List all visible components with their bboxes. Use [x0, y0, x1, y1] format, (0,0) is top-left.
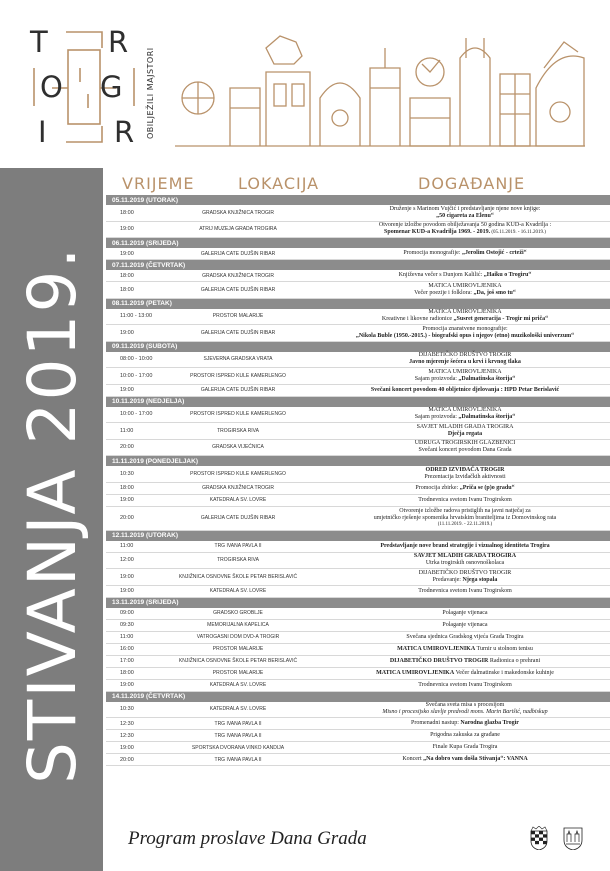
- event-text: DIJABETIČKO DRUŠTVO TROGIR: [389, 657, 489, 664]
- event-row: [106, 644, 610, 656]
- event-description: [320, 484, 610, 493]
- event-description: [320, 719, 610, 728]
- logo-letter-r: R: [108, 25, 129, 59]
- event-time: 10:30: [120, 706, 134, 713]
- event-time: 19:00: [120, 682, 134, 688]
- date-bar: 12.11.2019 (UTORAK): [106, 531, 610, 541]
- event-location: MEMORIJALNA KAPELICA: [207, 622, 269, 628]
- event-location: PROSTOR ISPRED KULE KAMERLENGO: [190, 470, 286, 477]
- event-description: [320, 271, 610, 280]
- event-row: [106, 483, 610, 495]
- event-description: [320, 282, 610, 298]
- event-text: Radionica o prehrani: [488, 657, 541, 664]
- event-time: 18:00: [120, 286, 134, 293]
- date-bar: 14.11.2019 (ČETVRTAK): [106, 692, 610, 702]
- event-time: 19:00: [120, 226, 134, 233]
- event-description: [320, 681, 610, 690]
- event-text: Finale Kupa Grada Trogira: [432, 744, 498, 751]
- event-location: ATRIJ MUZEJA GRADA TROGIRA: [199, 226, 277, 233]
- event-row: [106, 282, 610, 299]
- event-row: [106, 440, 610, 457]
- event-time: 17:00: [120, 658, 134, 664]
- event-time: 12:30: [120, 732, 134, 739]
- event-description: [320, 406, 610, 422]
- event-location: GALERIJA CATE DUJŠIN RIBAR: [200, 515, 276, 521]
- event-text: Dječja regata: [447, 430, 483, 437]
- event-text: Promocija znanstvene monografije:: [422, 325, 508, 332]
- event-text: „Susret generacija - Trogir mi priča“: [453, 316, 549, 323]
- event-location: KATEDRALA SV. LOVRE: [209, 588, 267, 594]
- event-text: Polaganje vijenaca: [442, 621, 488, 628]
- event-row: [106, 680, 610, 692]
- event-time: 20:00: [120, 756, 134, 763]
- event-description: [320, 633, 610, 642]
- event-text: Predavanje:: [432, 576, 463, 583]
- event-location: PROSTOR MALARIJE: [212, 646, 264, 652]
- logo-letter-t: T: [30, 25, 48, 59]
- event-time: 19:00: [120, 588, 134, 594]
- event-text: Svečani koncert povodom Dana Grada: [418, 447, 512, 454]
- event-row: [106, 352, 610, 369]
- event-location: TRG IVANA PAVLA II: [214, 543, 262, 549]
- event-description: [320, 351, 610, 367]
- event-row: [106, 205, 610, 222]
- header-location: LOKACIJA: [238, 174, 320, 193]
- event-description: [320, 439, 610, 455]
- event-text: Sajam proizvoda:: [414, 414, 459, 421]
- event-row: [106, 632, 610, 644]
- event-text: Promocija zbirke:: [415, 484, 460, 491]
- event-text: „Priča se (p)o gradu“: [459, 484, 515, 491]
- logo-letter-r2: R: [114, 115, 135, 149]
- event-text: Večer poezije i folklora:: [414, 289, 474, 296]
- event-location: KATEDRALA SV. LOVRE: [209, 706, 267, 713]
- event-text: SAVJET MLADIH GRADA TROGIRA: [416, 423, 514, 430]
- event-text: MATICA UMIROVLJENIKA: [428, 309, 502, 316]
- event-location: PROSTOR ISPRED KULE KAMERLENGO: [190, 372, 286, 379]
- event-description: [320, 507, 610, 530]
- event-time: 18:00: [120, 272, 134, 279]
- event-row: [106, 309, 610, 326]
- event-description: [320, 221, 610, 237]
- event-row: [106, 248, 610, 260]
- event-time: 19:00: [120, 497, 134, 503]
- event-text: MATICA UMIROVLJENIKA: [397, 645, 476, 652]
- event-time: 12:00: [120, 557, 134, 564]
- event-time: 10:30: [120, 470, 134, 477]
- vertical-title: STIVANJA 2019.: [14, 245, 91, 785]
- event-description: [320, 587, 610, 596]
- event-row: [106, 569, 610, 586]
- event-text: „Haiku o Trogiru“: [483, 272, 532, 279]
- event-location: GALERIJA CATE DUJŠIN RIBAR: [200, 329, 276, 336]
- event-description: [320, 249, 610, 258]
- event-text: Kreativne i likovne radionice: [381, 316, 454, 323]
- date-bar: 07.11.2019 (ČETVRTAK): [106, 260, 610, 270]
- schedule-table: [106, 195, 610, 766]
- event-text: „Dalmatinska štorija“: [458, 375, 516, 382]
- event-text: Svečani koncert povodom 40 obljetnice djelovanja : HPD Petar Berislavić: [370, 386, 560, 393]
- date-bar: 06.11.2019 (SRIJEDA): [106, 238, 610, 248]
- event-location: TRG IVANA PAVLA II: [214, 756, 262, 763]
- event-text: Utrka trogirskih osnovnoškolaca: [425, 560, 505, 567]
- event-location: PROSTOR ISPRED KULE KAMERLENGO: [190, 411, 286, 418]
- event-text: Trodnevnica svetom Ivanu Trogirskom: [418, 587, 512, 594]
- event-location: KNJIŽNICA OSNOVNE ŠKOLE PETAR BERISLAVIĆ: [178, 658, 298, 664]
- event-location: GALERIJA CATE DUJŠIN RIBAR: [200, 286, 276, 293]
- event-text: „Jerolim Ostojić - crteži“: [461, 250, 527, 257]
- trogir-line-art-illustration: [170, 28, 590, 150]
- event-description: [320, 308, 610, 324]
- event-location: SPORTSKA DVORANA VINKO KANDIJA: [191, 744, 285, 751]
- event-text: UDRUGA TROGIRSKIH GLAZBENICI: [414, 440, 516, 447]
- event-location: KNJIŽNICA OSNOVNE ŠKOLE PETAR BERISLAVIĆ: [178, 573, 298, 580]
- event-text: Svečana sjednica Gradskog vijeća Grada Trogira: [406, 633, 524, 640]
- event-location: GALERIJA CATE DUJŠIN RIBAR: [200, 387, 276, 393]
- event-location: KATEDRALA SV. LOVRE: [209, 682, 267, 688]
- event-description: [320, 368, 610, 384]
- event-time: 11:00: [120, 427, 134, 434]
- event-row: [106, 466, 610, 483]
- event-location: TRG IVANA PAVLA II: [214, 720, 262, 727]
- date-bar: 09.11.2019 (SUBOTA): [106, 342, 610, 352]
- event-time: 12:30: [120, 720, 134, 727]
- event-location: GRADSKA KNJIŽNICA TROGIR: [202, 485, 274, 491]
- event-time: 09:00: [120, 610, 134, 616]
- date-bar: 13.11.2019 (SRIJEDA): [106, 598, 610, 608]
- event-description: [320, 496, 610, 505]
- logo-letter-o: O: [40, 70, 63, 104]
- header-time: VRIJEME: [122, 174, 195, 193]
- event-text: Javno mjerenje šećera u krvi i krvnog tlaka: [409, 359, 521, 366]
- event-text: SAVJET MLADIH GRADA TROGIRA: [413, 553, 517, 560]
- event-text: MATICA UMIROVLJENIKA: [428, 282, 502, 289]
- date-bar: 10.11.2019 (NEDJELJA): [106, 397, 610, 407]
- event-text: MATICA UMIROVLJENIKA: [428, 368, 502, 375]
- logo-letter-i: I: [38, 115, 47, 149]
- date-bar: 11.11.2019 (PONEDJELJAK): [106, 456, 610, 466]
- event-row: [106, 325, 610, 342]
- event-text: Otvorenje izložbe radova pristiglih na javni natječaj za: [399, 507, 531, 514]
- event-text: Predstavljanje nove brand strategije i vizualnog identiteta Trogira: [380, 542, 550, 549]
- event-location: GRADSKA VIJEĆNICA: [212, 444, 264, 451]
- event-text: Promocija monografije:: [403, 250, 462, 257]
- croatia-coat-of-arms-icon: [530, 826, 548, 850]
- event-text: Misno i procesijsko slavlje predvodi mons. Marin Barišić, nadbiskup: [382, 709, 548, 716]
- event-row: [106, 407, 610, 424]
- event-text: Polaganje vijenaca: [442, 609, 488, 616]
- event-description: [320, 743, 610, 752]
- event-time: 16:00: [120, 646, 134, 652]
- event-row: [106, 656, 610, 668]
- event-text: Njega stopala: [462, 576, 498, 583]
- event-row: [106, 541, 610, 553]
- event-time: 19:00: [120, 744, 134, 751]
- event-text: (05.11.2019. - 16.11.2019.): [490, 230, 546, 236]
- event-text: Promenadni nastup:: [411, 720, 461, 727]
- event-row: [106, 586, 610, 598]
- event-text: Trodnevnica svetom Ivanu Trogirskom: [418, 496, 512, 503]
- date-bar: 08.11.2019 (PETAK): [106, 299, 610, 309]
- logo-letter-g: G: [100, 70, 123, 104]
- event-time: 11:00: [120, 634, 134, 640]
- event-time: 18:00: [120, 209, 134, 216]
- event-description: [320, 423, 610, 439]
- event-time: 18:00: [120, 485, 134, 491]
- event-row: [106, 507, 610, 531]
- event-text: (11.11.2019. - 22.11.2019.): [437, 522, 493, 528]
- event-location: GRADSKO GROBLJE: [213, 610, 263, 616]
- header-event: DOGAĐANJE: [418, 174, 526, 193]
- event-row: [106, 620, 610, 632]
- event-time: 19:00: [120, 329, 134, 336]
- event-text: Spomenar KUD-a Kvadrilja 1969. - 2019.: [384, 229, 491, 236]
- trogir-coat-of-arms-icon: [562, 826, 584, 850]
- event-text: Turnir u stolnom tenisu: [475, 645, 533, 652]
- event-time: 11:00 - 13:00: [120, 313, 153, 320]
- event-location: TROGIRSKA RIVA: [217, 427, 259, 434]
- event-text: ODRED IZVIĐAČA TROGIR: [425, 466, 505, 473]
- event-time: 10:00 - 17:00: [120, 372, 153, 379]
- event-description: [320, 466, 610, 482]
- footer-title: Program proslave Dana Grada: [128, 828, 367, 849]
- event-time: 09:30: [120, 622, 134, 628]
- event-row: [106, 368, 610, 385]
- event-row: [106, 270, 610, 282]
- event-description: [320, 609, 610, 618]
- event-description: [320, 731, 610, 740]
- event-text: MATICA UMIROVLJENIKA: [376, 669, 455, 676]
- event-location: GRADSKA KNJIŽNICA TROGIR: [202, 209, 274, 216]
- event-time: 19:00: [120, 387, 134, 393]
- event-text: „Dalmatinska štorija“: [458, 414, 516, 421]
- event-time: 10:00 - 17:00: [120, 411, 153, 418]
- event-time: 19:00: [120, 573, 134, 580]
- event-row: [106, 553, 610, 570]
- event-row: [106, 423, 610, 440]
- event-text: Narodna glazba Trogir: [460, 720, 519, 727]
- event-description: [320, 645, 610, 654]
- event-text: Književna večer s Dunjom Kalilić:: [398, 272, 484, 279]
- event-text: Večer dalmatinske i makedonske kuhinje: [454, 669, 554, 676]
- event-text: Svečana sveta misa s procesijom: [425, 702, 505, 709]
- event-text: Koncert: [402, 756, 424, 763]
- event-row: [106, 730, 610, 742]
- event-text: Prigodna zakuska za građane: [430, 732, 500, 739]
- event-location: SJEVERNA GRADSKA VRATA: [203, 356, 273, 363]
- trogir-logo: [30, 25, 138, 149]
- event-description: [320, 542, 610, 551]
- event-description: [320, 386, 610, 395]
- event-description: [320, 325, 610, 341]
- event-text: Sajam proizvoda:: [414, 375, 459, 382]
- event-description: [320, 657, 610, 666]
- event-time: 11:00: [120, 543, 134, 549]
- event-time: 18:00: [120, 670, 134, 676]
- event-row: [106, 718, 610, 730]
- event-location: PROSTOR MALARIJE: [212, 670, 264, 676]
- event-row: [106, 222, 610, 239]
- event-text: MATICA UMIROVLJENIKA: [428, 407, 502, 414]
- event-row: [106, 668, 610, 680]
- event-text: „Da, još smo tu“: [473, 289, 516, 296]
- event-description: [320, 552, 610, 568]
- event-description: [320, 569, 610, 585]
- event-text: Prezentacija Izviđačkih aktivnosti: [424, 473, 506, 480]
- logo-subtitle: OBILJEŽILI MAJSTORI: [146, 47, 155, 139]
- event-row: [106, 608, 610, 620]
- event-time: 19:00: [120, 250, 134, 257]
- event-text: DIJABETIČKO DRUŠTVO TROGIR: [418, 352, 512, 359]
- event-row: [106, 495, 610, 507]
- event-row: [106, 385, 610, 397]
- event-text: „Nikola Buble (1950.-2015.) - biografski opus i njegov (etno) muzikološki univerzum“: [355, 332, 575, 339]
- event-description: [320, 701, 610, 717]
- event-description: [320, 621, 610, 630]
- event-location: KATEDRALA SV. LOVRE: [209, 497, 267, 503]
- event-text: „50 cigareta za Elenu“: [436, 212, 494, 219]
- event-text: umjetničko rješenje spomenika hrvatskim braniteljima iz Domovinskog rata: [373, 514, 557, 521]
- event-time: 20:00: [120, 444, 134, 451]
- event-text: DIJABETIČKO DRUŠTVO TROGIR: [418, 569, 512, 576]
- date-bar: 05.11.2019 (UTORAK): [106, 195, 610, 205]
- event-description: [320, 669, 610, 678]
- event-row: [106, 702, 610, 719]
- event-location: GRADSKA KNJIŽNICA TROGIR: [202, 272, 274, 279]
- event-time: 20:00: [120, 515, 134, 521]
- event-location: GALERIJA CATE DUJŠIN RIBAR: [200, 250, 276, 257]
- event-row: [106, 742, 610, 754]
- event-location: VATROGASNI DOM DVD-A TROGIR: [196, 634, 280, 640]
- event-text: Otvorenje izložbe povodom obilježavanja 50 godina KUD-a Kvadrilja :: [378, 222, 552, 229]
- event-description: [320, 205, 610, 221]
- event-text: „Na dobro vam došla Stivanja“: VANNA: [423, 756, 528, 763]
- event-text: Druženje s Marinom Vujčić i predstavljanje njene nove knjige:: [389, 205, 541, 212]
- event-location: TRG IVANA PAVLA II: [214, 732, 262, 739]
- event-time: 08:00 - 10:00: [120, 356, 153, 363]
- event-location: TROGIRSKA RIVA: [217, 557, 259, 564]
- event-text: Trodnevnica svetom Ivanu Trogirskom: [418, 681, 512, 688]
- event-location: PROSTOR MALARIJE: [212, 313, 264, 320]
- event-row: [106, 754, 610, 766]
- event-description: [320, 755, 610, 764]
